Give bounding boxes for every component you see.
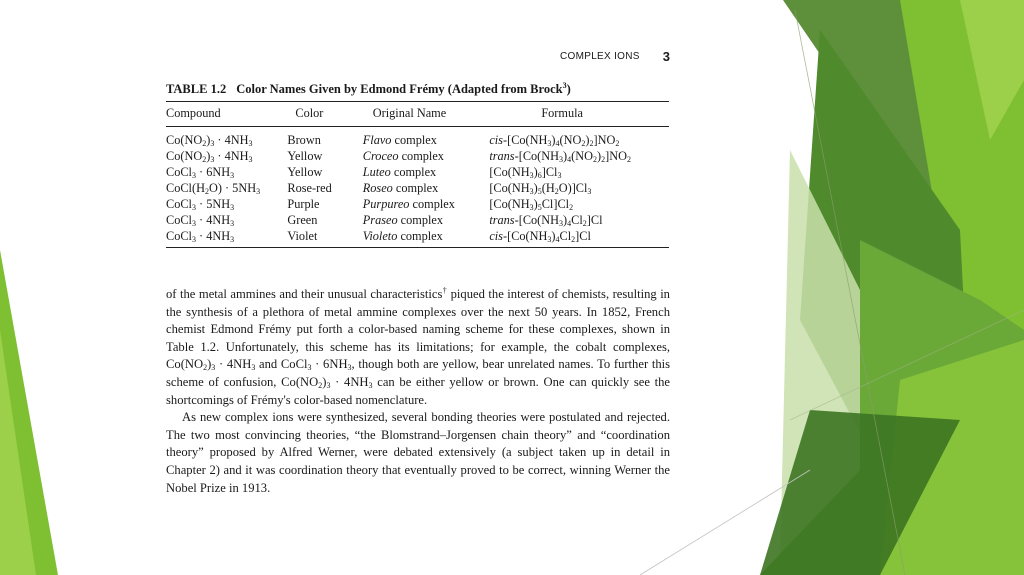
body-text <box>166 286 670 497</box>
caption-reference: 3 <box>562 80 567 90</box>
cell-formula: trans-$[Co(NH_3)_4Cl_2]Cl$ <box>489 212 603 228</box>
running-title: COMPLEX IONS <box>560 51 640 62</box>
color-names-table <box>166 101 669 248</box>
cell-compound: CoCl$_3$ · $4NH_3$ <box>166 212 235 228</box>
paragraph: As new complex ions were synthesized, several bonding theories were postulated and rejected. The two most convincing theories, “the Blomstrand–Jorgensen chain theory” and “coordination theory” proposed by Alfred Werner, were debated extensively (a subject taken up in detail in Chapter 2) and it was coordination theory that eventually proved to be correct, winning Werner the Nobel Prize in 1913. <box>166 410 670 495</box>
text-run: and <box>255 357 281 372</box>
table-label: TABLE 1.2 <box>166 82 227 96</box>
text-run: piqued the interest of chemists, resulting in the synthesis of a plethora of metal ammine complexes over the next 50 years. In 1852, French chemist Edmond Frémy put forth a color-based naming scheme for these complexes, shown in Table 1.2. Unfortunately, this scheme has its limitations; for example, the cobalt complexes, <box>166 287 670 354</box>
text-run: can be either yellow or brown. One can quickly see the shortcomings of Frémy's color-based nomenclature. <box>166 374 670 407</box>
cell-formula: cis-$[Co(NH_3)_4(NO_2)_2]NO_2$ <box>489 132 620 148</box>
column-header: Formula <box>541 106 583 120</box>
caption-close: ) <box>566 82 571 96</box>
table-row <box>166 196 669 212</box>
cell-original-name: Luteo complex <box>362 164 437 179</box>
table-row <box>166 164 669 180</box>
cell-original-name: Praseo complex <box>362 212 444 227</box>
table-caption-text: Color Names Given by Edmond Frémy (Adapted from Brock <box>236 82 563 96</box>
cell-original-name: Roseo complex <box>362 180 439 195</box>
cell-formula: $[Co(NH_3)_5Cl]Cl_2$ <box>489 196 574 212</box>
cell-color: Yellow <box>287 164 323 179</box>
table-row <box>166 228 669 248</box>
cell-compound: CoCl$_3$ · $6NH_3$ <box>166 164 235 180</box>
cell-compound: $Co(NO_2)_3 \cdot 4NH_3$ <box>166 148 253 164</box>
cell-compound: CoCl$_3$ · $4NH_3$ <box>166 228 287 248</box>
cell-original-name: Flavo complex <box>362 132 437 147</box>
cell-color: Violet <box>287 228 362 248</box>
table-row <box>166 212 669 228</box>
page-number: 3 <box>662 49 670 64</box>
paragraph <box>166 286 670 409</box>
table-row <box>166 180 669 196</box>
inline-formula: $Co(NO_2)_3 \cdot 4NH_3$ <box>166 357 256 373</box>
table-header-row <box>166 102 669 127</box>
cell-color: Rose-red <box>287 180 332 195</box>
inline-formula: CoCl$_3$ · $6NH_3$ <box>280 357 352 373</box>
cell-original-name: Purpureo complex <box>362 196 455 211</box>
column-header: Original Name <box>372 106 447 120</box>
cell-color: Yellow <box>287 148 323 163</box>
cell-formula: trans-$[Co(NH_3)_4(NO_2)_2]NO_2$ <box>489 148 631 164</box>
cell-compound: $CoCl(H_2O) \cdot 5NH_3$ <box>166 180 261 196</box>
cell-color: Purple <box>287 196 320 211</box>
column-header: Compound <box>166 106 221 120</box>
inline-formula: $Co(NO_2)_3 \cdot 4NH_3$ <box>281 374 373 390</box>
table-caption <box>166 82 571 97</box>
cell-formula: $[Co(NH_3)_6]Cl_3$ <box>489 164 562 180</box>
text-run: , though both are yellow, bear unrelated names. To further this scheme of confusion, <box>166 357 671 389</box>
table-row <box>166 148 669 164</box>
cell-compound: $Co(NO_2)_3 \cdot 4NH_3$ <box>166 132 253 148</box>
cell-original-name: Violeto complex <box>363 228 490 248</box>
page-header <box>560 50 670 66</box>
table-row <box>166 127 669 149</box>
cell-color: Green <box>287 212 318 227</box>
cell-compound: CoCl$_3$ · $5NH_3$ <box>166 196 235 212</box>
cell-formula: cis-$[Co(NH_3)_4Cl_2]Cl$ <box>489 228 669 248</box>
column-header: Color <box>295 106 324 120</box>
text-run: of the metal ammines and their unusual characteristics <box>166 287 443 301</box>
cell-formula: $[Co(NH_3)_5(H_2O)]Cl_3$ <box>489 180 592 196</box>
footnote-dagger: † <box>442 285 448 295</box>
cell-original-name: Croceo complex <box>362 148 444 163</box>
cell-color: Brown <box>287 132 321 147</box>
